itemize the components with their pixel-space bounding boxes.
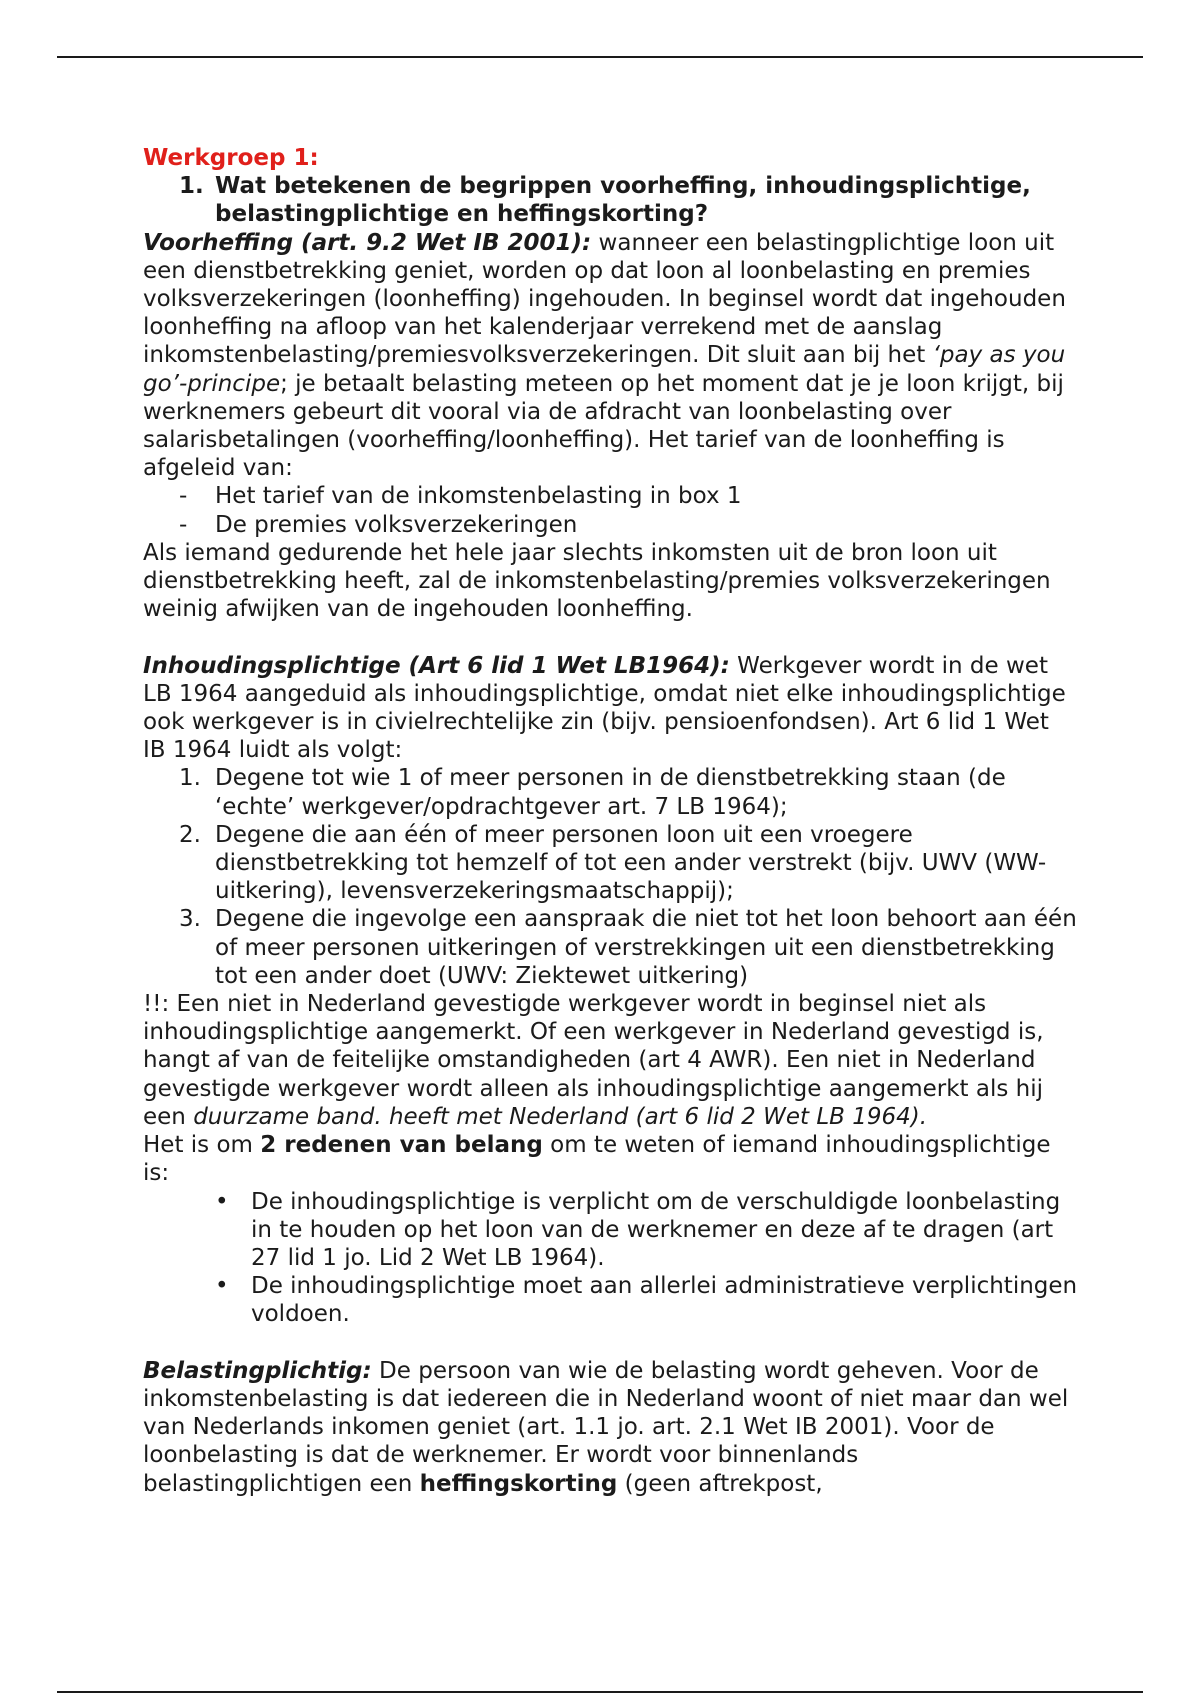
footer-rule xyxy=(57,1691,1143,1693)
voorheffing-text-b: ; je betaalt belasting meteen op het moment dat je je loon krijgt, bij werknemers gebeurt dit vooral via de afdracht van loonbelasting over salarisbetalingen (voorheffing/loonheffing). Het tarief van de loonheffing is afgeleid van: xyxy=(143,370,1064,482)
inhoudingsplichtige-intro: Werkgever wordt in de wet LB 1964 aangeduid als inhoudingsplichtige, omdat niet elke inhoudingsplichtige ook werkgever is in civielrechtelijke zin (bijv. pensioenfondsen). Art 6 lid 1 Wet IB 1964 luidt als volgt: xyxy=(143,652,1066,764)
voorheffing-principle: ‘pay as you go’-principe xyxy=(143,342,1066,397)
bullet-icon: • xyxy=(215,1273,229,1300)
list-item xyxy=(179,511,1078,539)
list-item xyxy=(179,905,1078,990)
belastingplichtig-text-b: (geen aftrekpost, xyxy=(617,1470,823,1497)
document-body xyxy=(143,144,1078,1498)
list-item xyxy=(179,821,1078,906)
reasons-bullet-list xyxy=(143,1188,1078,1329)
section-heading: Werkgroep 1: xyxy=(143,145,319,171)
inhoudingsplichtige-paragraph xyxy=(143,652,1078,765)
question-1 xyxy=(143,172,1078,228)
voorheffing-term: Voorheffing (art. 9.2 Wet IB 2001): xyxy=(143,229,592,256)
list-item-text: Degene tot wie 1 of meer personen in de dienstbetrekking staan (de ‘echte’ werkgever/opdrachtgever art. 7 LB 1964); xyxy=(215,765,1006,820)
voorheffing-list xyxy=(143,482,1078,538)
list-number: 3. xyxy=(179,906,201,933)
list-item xyxy=(179,482,1078,510)
belastingplichtig-text-a: De persoon van wie de belasting wordt geheven. Voor de inkomstenbelasting is dat iedereen die in Nederland woont of niet maar dan wel van Nederlands inkomen geniet (art. 1.1 jo. art. 2.1 Wet IB 2001). Voor de loonbelasting is dat de werknemer. Er wordt voor binnenlands belastingplichtigen een xyxy=(143,1357,1069,1497)
heffingskorting-bold: heffingskorting xyxy=(419,1470,618,1497)
list-item-text: Degene die aan één of meer personen loon uit een vroegere dienstbetrekking tot hemzelf of tot een ander verstrekt (bijv. UWV (WW-uitkering), levensverzekeringsmaatschappij); xyxy=(215,821,1047,905)
paragraph-gap xyxy=(143,623,1078,651)
list-item-text: De inhoudingsplichtige is verplicht om de verschuldigde loonbelasting in te houden op het loon van de werknemer en deze af te dragen (art 27 lid 1 jo. Lid 2 Wet LB 1964). xyxy=(251,1188,1061,1271)
list-item xyxy=(179,764,1078,820)
voorheffing-closing: Als iemand gedurende het hele jaar slechts inkomsten uit de bron loon uit dienstbetrekking heeft, zal de inkomstenbelasting/premies volksverzekeringen weinig afwijken van de ingehouden loonheffing. xyxy=(143,539,1051,623)
belastingplichtig-term: Belastingplichtig: xyxy=(143,1357,372,1384)
dash-marker: - xyxy=(179,483,188,510)
belastingplichtig-paragraph xyxy=(143,1357,1078,1498)
bullet-icon: • xyxy=(215,1188,229,1215)
question-number: 1. xyxy=(179,173,204,200)
list-item-text: Het tarief van de inkomstenbelasting in box 1 xyxy=(215,483,742,510)
reasons-paragraph xyxy=(143,1131,1078,1187)
reasons-text-b: om te weten of iemand inhoudingsplichtige is: xyxy=(143,1132,1051,1187)
list-number: 1. xyxy=(179,765,201,792)
list-item-text: De inhoudingsplichtige moet aan allerlei administratieve verplichtingen voldoen. xyxy=(251,1273,1078,1328)
inhoudingsplichtige-term: Inhoudingsplichtige (Art 6 lid 1 Wet LB1964): xyxy=(143,652,730,679)
inhoudingsplichtige-note xyxy=(143,990,1078,1131)
voorheffing-text-a: wanneer een belastingplichtige loon uit een dienstbetrekking geniet, worden op dat loon al loonbelasting en premies volksverzekeringen (loonheffing) ingehouden. In beginsel wordt dat ingehouden loonheffing na afloop van het kalenderjaar verrekend met de aanslag inkomstenbelasting/premiesvolksverzekeringen. Dit sluit aan bij het xyxy=(143,229,1066,369)
voorheffing-paragraph xyxy=(143,229,1078,483)
list-item-text: De premies volksverzekeringen xyxy=(215,511,578,538)
reasons-bold: 2 redenen van belang xyxy=(260,1132,543,1159)
inhoudingsplichtige-list xyxy=(143,764,1078,990)
list-item xyxy=(215,1188,1078,1273)
note-text: !!: Een niet in Nederland gevestigde werkgever wordt in beginsel niet als inhoudingsplichtige aangemerkt. Of een werkgever in Nederland gevestigd is, hangt af van de feitelijke omstandigheden (art 4 AWR). Een niet in Nederland gevestigde werkgever wordt alleen als inhoudingsplichtige aangemerkt als hij een xyxy=(143,991,1044,1130)
header-rule xyxy=(57,56,1143,58)
list-number: 2. xyxy=(179,821,201,848)
list-item-text: Degene die ingevolge een aanspraak die niet tot het loon behoort aan één of meer personen uitkeringen of verstrekkingen uit een dienstbetrekking tot een ander doet (UWV: Ziektewet uitkering) xyxy=(215,906,1077,989)
note-italic: duurzame band. heeft met Nederland (art 6 lid 2 Wet LB 1964). xyxy=(193,1103,928,1130)
list-item xyxy=(215,1272,1078,1328)
paragraph-gap xyxy=(143,1329,1078,1357)
reasons-text-a: Het is om xyxy=(143,1132,261,1159)
question-text: Wat betekenen de begrippen voorheffing, inhoudingsplichtige, belastingplichtige en heffingskorting? xyxy=(215,173,1031,228)
dash-marker: - xyxy=(179,511,188,538)
